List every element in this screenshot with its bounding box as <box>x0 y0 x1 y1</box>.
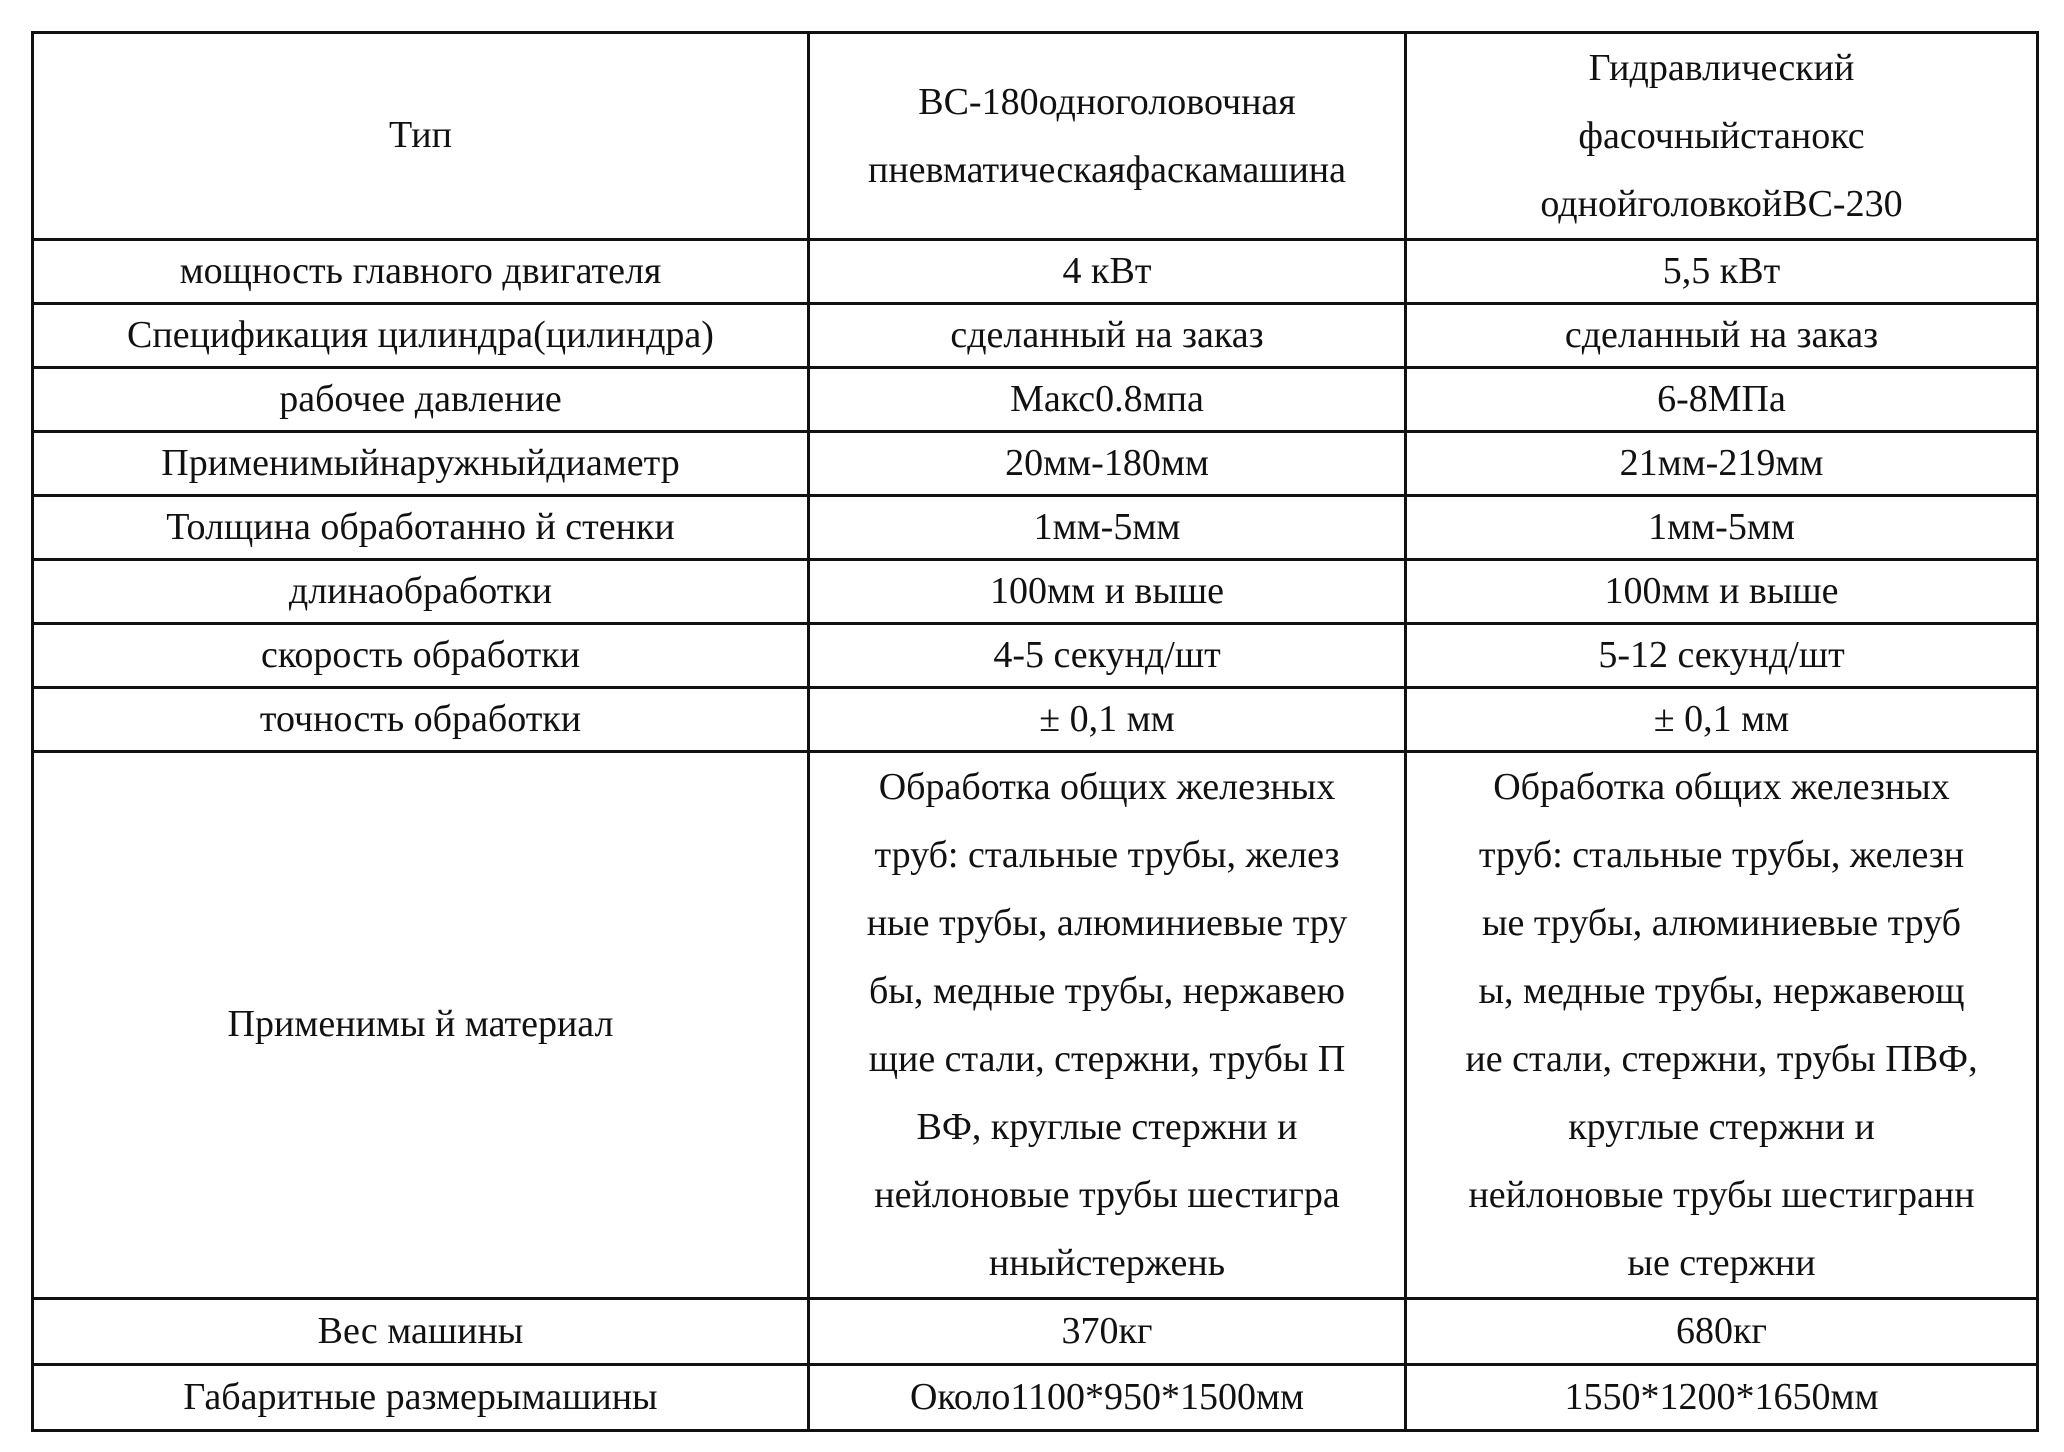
material-a-line: ВФ, круглые стержни и <box>916 1106 1298 1148</box>
row-value-a: 4 кВт <box>809 240 1406 304</box>
row-value-a: сделанный на заказ <box>809 304 1406 368</box>
material-a-line: труб: стальные трубы, желез <box>874 834 1340 876</box>
header-type-cell: Тип <box>33 33 809 240</box>
row-value-b: 1мм-5мм <box>1406 496 2038 560</box>
row-value-b: 21мм-219мм <box>1406 432 2038 496</box>
table-row <box>33 304 2038 368</box>
material-b-line: ые стержни <box>1627 1242 1816 1284</box>
header-model-b-cell <box>1406 33 2038 240</box>
material-a-line: нныйстержень <box>988 1242 1226 1284</box>
row-label: точность обработки <box>33 688 809 752</box>
row-value-a: 1мм-5мм <box>809 496 1406 560</box>
material-b-line: круглые стержни и <box>1568 1106 1875 1148</box>
material-a-line: ные трубы, алюминиевые тру <box>866 902 1348 944</box>
row-value-b: 6-8МПа <box>1406 368 2038 432</box>
table-row <box>33 624 2038 688</box>
material-label: Применимы й материал <box>33 752 809 1299</box>
header-model-a-line: пневматическаяфаскамашина <box>867 149 1347 191</box>
row-label: Применимыйнаружныйдиаметр <box>33 432 809 496</box>
table-row <box>33 688 2038 752</box>
spec-table <box>31 31 2039 1432</box>
row-value-a: 370кг <box>809 1299 1406 1365</box>
row-value-b: 5-12 секунд/шт <box>1406 624 2038 688</box>
row-label: мощность главного двигателя <box>33 240 809 304</box>
header-model-a-line: BC-180одноголовочная <box>918 81 1296 123</box>
row-label: Вес машины <box>33 1299 809 1365</box>
material-b-line: ые трубы, алюминиевые труб <box>1481 902 1962 944</box>
material-a-line: Обработка общих железных <box>878 766 1336 808</box>
material-b-line: ы, медные трубы, нержавеющ <box>1478 970 1965 1012</box>
table-row <box>33 368 2038 432</box>
row-value-a: 4-5 секунд/шт <box>809 624 1406 688</box>
material-b-line: нейлоновые трубы шестигранн <box>1468 1174 1975 1216</box>
row-value-a: Макс0.8мпа <box>809 368 1406 432</box>
header-model-a-cell <box>809 33 1406 240</box>
row-value-b: ± 0,1 мм <box>1406 688 2038 752</box>
row-label: Спецификация цилиндра(цилиндра) <box>33 304 809 368</box>
row-value-a: 100мм и выше <box>809 560 1406 624</box>
row-value-b: 5,5 кВт <box>1406 240 2038 304</box>
row-value-a: 20мм-180мм <box>809 432 1406 496</box>
row-value-b: 1550*1200*1650мм <box>1406 1365 2038 1431</box>
table-row <box>33 560 2038 624</box>
table-row <box>33 432 2038 496</box>
material-value-b <box>1406 752 2038 1299</box>
material-b-line: труб: стальные трубы, железн <box>1478 834 1965 876</box>
header-model-b-line: фасочныйстанокс <box>1578 115 1865 157</box>
row-label: длинаобработки <box>33 560 809 624</box>
row-value-b: сделанный на заказ <box>1406 304 2038 368</box>
header-model-b-line: Гидравлический <box>1588 47 1855 89</box>
material-b-line: ие стали, стержни, трубы ПВФ, <box>1465 1038 1978 1080</box>
table-row <box>33 240 2038 304</box>
row-value-a: ± 0,1 мм <box>809 688 1406 752</box>
table-row <box>33 1365 2038 1431</box>
row-label: Габаритные размерымашины <box>33 1365 809 1431</box>
table-row <box>33 1299 2038 1365</box>
table-header-row <box>33 33 2038 240</box>
row-value-b: 100мм и выше <box>1406 560 2038 624</box>
material-b-line: Обработка общих железных <box>1493 766 1950 808</box>
row-label: рабочее давление <box>33 368 809 432</box>
material-a-line: нейлоновые трубы шестигра <box>874 1174 1340 1216</box>
row-value-b: 680кг <box>1406 1299 2038 1365</box>
material-value-a <box>809 752 1406 1299</box>
header-model-b-line: однойголовкойBC-230 <box>1540 183 1903 225</box>
material-a-line: бы, медные трубы, нержавею <box>868 970 1346 1012</box>
row-label: скорость обработки <box>33 624 809 688</box>
row-label: Толщина обработанно й стенки <box>33 496 809 560</box>
row-value-a: Около1100*950*1500мм <box>809 1365 1406 1431</box>
material-row <box>33 752 2038 1299</box>
table-row <box>33 496 2038 560</box>
material-a-line: щие стали, стержни, трубы П <box>868 1038 1346 1080</box>
